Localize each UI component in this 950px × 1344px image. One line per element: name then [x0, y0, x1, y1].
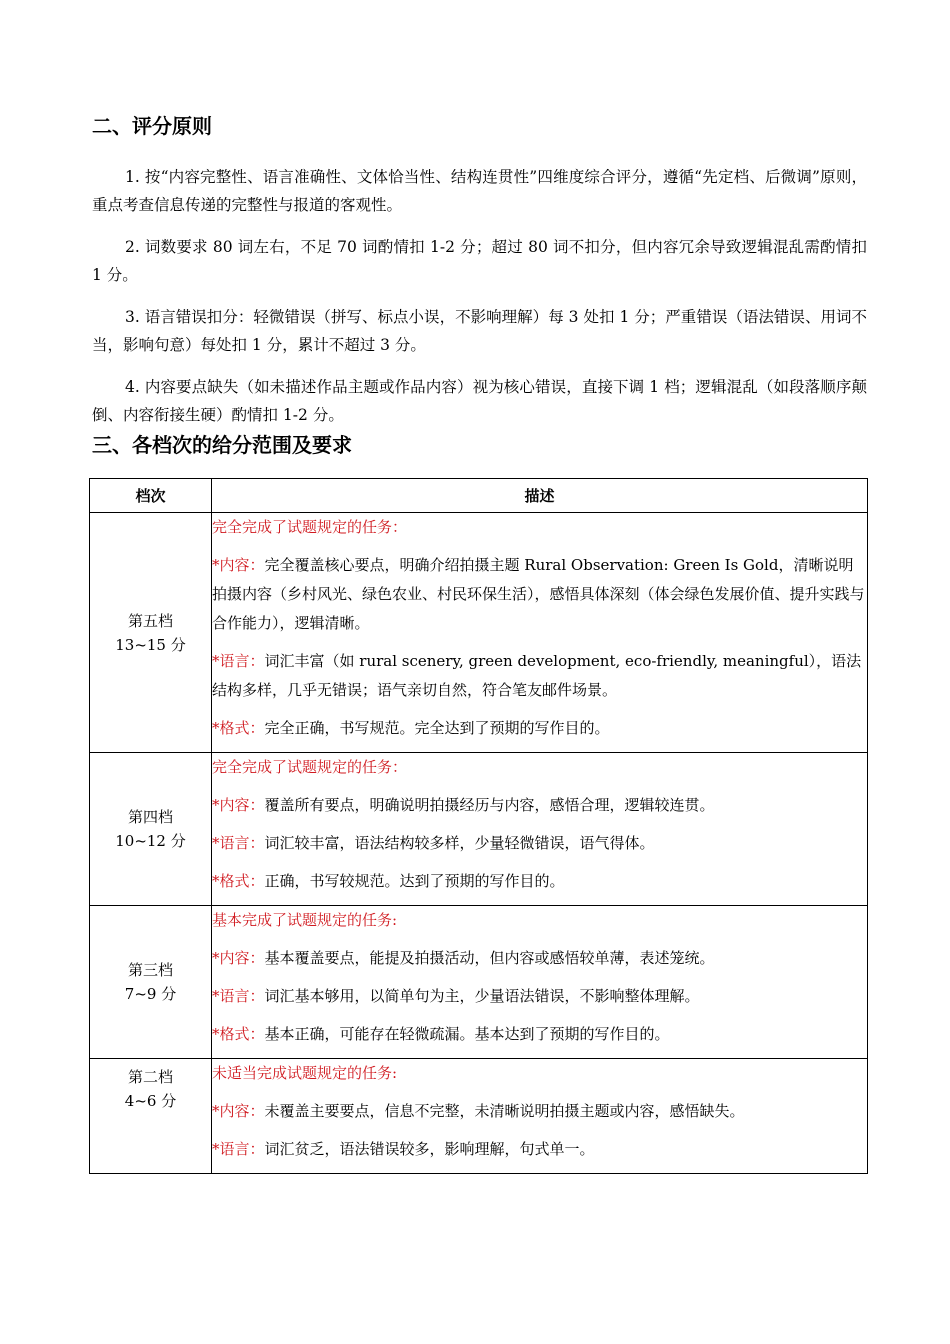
band-score: 7~9 分 — [124, 985, 177, 1003]
criterion-item — [212, 714, 867, 743]
band-score: 10~12 分 — [115, 832, 186, 850]
band-level-cell — [90, 753, 212, 906]
criterion-label: *格式： — [212, 872, 265, 890]
criterion-label: *格式： — [212, 1025, 265, 1043]
section-title-bands: 三、各档次的给分范围及要求 — [92, 433, 352, 457]
criterion-text: 基本覆盖要点，能提及拍摄活动，但内容或感悟较单薄，表述笼统。 — [264, 949, 715, 967]
criterion-label: *内容： — [212, 1102, 265, 1120]
table-row — [90, 513, 868, 753]
band-description-cell — [212, 906, 868, 1059]
criterion-item — [212, 1020, 867, 1049]
band-description-cell — [212, 1059, 868, 1174]
section-title-principles: 二、评分原则 — [92, 114, 212, 138]
criterion-text: 词汇较丰富，语法结构较多样，少量轻微错误，语气得体。 — [264, 834, 655, 852]
criterion-label: *内容： — [212, 556, 265, 574]
criterion-label: *内容： — [212, 949, 265, 967]
table-header-row — [90, 479, 868, 513]
band-summary: 基本完成了试题规定的任务: — [212, 911, 398, 929]
criterion-text: 覆盖所有要点，明确说明拍摄经历与内容，感悟合理，逻辑较连贯。 — [264, 796, 715, 814]
criterion-text: 词汇丰富（如 rural scenery, green development, eco-friendly, meaningful），语法结构多样，几乎无错误；语气亲切自然，符合笔友邮件场景。 — [212, 652, 862, 699]
band-level-cell — [90, 513, 212, 753]
principle-item: 1. 按“内容完整性、语言准确性、文体恰当性、结构连贯性”四维度综合评分，遵循“先定档、后微调”原则，重点考查信息传递的完整性与报道的客观性。 — [92, 168, 867, 214]
score-bands-table — [89, 478, 868, 1174]
band-summary: 完全完成了试题规定的任务： — [212, 758, 408, 776]
band-name: 第二档 — [127, 1068, 173, 1086]
criterion-item — [212, 551, 867, 638]
principle-item: 3. 语言错误扣分：轻微错误（拼写、标点小误，不影响理解）每 3 处扣 1 分；严重错误（语法错误、用词不当，影响句意）每处扣 1 分，累计不超过 3 分。 — [92, 308, 867, 354]
criterion-label: *内容： — [212, 796, 265, 814]
criterion-item — [212, 829, 867, 858]
criterion-label: *语言： — [212, 987, 265, 1005]
band-name: 第四档 — [127, 808, 173, 826]
band-name: 第三档 — [127, 961, 173, 979]
band-description-cell — [212, 753, 868, 906]
principle-item: 2. 词数要求 80 词左右，不足 70 词酌情扣 1-2 分；超过 80 词不扣分，但内容冗余导致逻辑混乱需酌情扣 1 分。 — [92, 238, 867, 284]
criterion-item — [212, 1135, 867, 1164]
band-level-cell — [90, 1059, 212, 1174]
table-row — [90, 906, 868, 1059]
criterion-text: 完全正确，书写规范。完全达到了预期的写作目的。 — [264, 719, 610, 737]
band-summary: 未适当完成试题规定的任务: — [212, 1064, 398, 1082]
criterion-text: 未覆盖主要要点，信息不完整，未清晰说明拍摄主题或内容，感悟缺失。 — [264, 1102, 745, 1120]
band-description-cell — [212, 513, 868, 753]
band-level-cell — [90, 906, 212, 1059]
band-summary: 完全完成了试题规定的任务： — [212, 518, 408, 536]
criterion-item — [212, 944, 867, 973]
header-description: 描述 — [212, 479, 868, 513]
criterion-label: *语言： — [212, 652, 265, 670]
criterion-text: 词汇基本够用，以简单句为主，少量语法错误，不影响整体理解。 — [264, 987, 700, 1005]
table-row — [90, 753, 868, 906]
criterion-text: 词汇贫乏，语法错误较多，影响理解，句式单一。 — [264, 1140, 595, 1158]
band-score: 13~15 分 — [115, 635, 186, 654]
criterion-text: 基本正确，可能存在轻微疏漏。基本达到了预期的写作目的。 — [264, 1025, 670, 1043]
header-level: 档次 — [90, 479, 212, 513]
criterion-text: 正确，书写较规范。达到了预期的写作目的。 — [264, 872, 565, 890]
criterion-item — [212, 982, 867, 1011]
criterion-item — [212, 1097, 867, 1126]
band-name: 第五档 — [127, 611, 173, 630]
criterion-item — [212, 867, 867, 896]
criterion-item — [212, 647, 867, 705]
criterion-label: *语言： — [212, 834, 265, 852]
principles-list — [92, 163, 867, 443]
table-row — [90, 1059, 868, 1174]
criterion-label: *语言： — [212, 1140, 265, 1158]
band-score: 4~6 分 — [124, 1092, 177, 1110]
criterion-text: 完全覆盖核心要点，明确介绍拍摄主题 Rural Observation: Green Is Gold，清晰说明拍摄内容（乡村风光、绿色农业、村民环保生活），感悟具体深刻（体会绿色发展价值、提升实践与合作能力），逻辑清晰。 — [212, 556, 865, 632]
criterion-item — [212, 791, 867, 820]
principle-item: 4. 内容要点缺失（如未描述作品主题或作品内容）视为核心错误，直接下调 1 档；逻辑混乱（如段落顺序颠倒、内容衔接生硬）酌情扣 1-2 分。 — [92, 378, 867, 424]
criterion-label: *格式： — [212, 719, 265, 737]
